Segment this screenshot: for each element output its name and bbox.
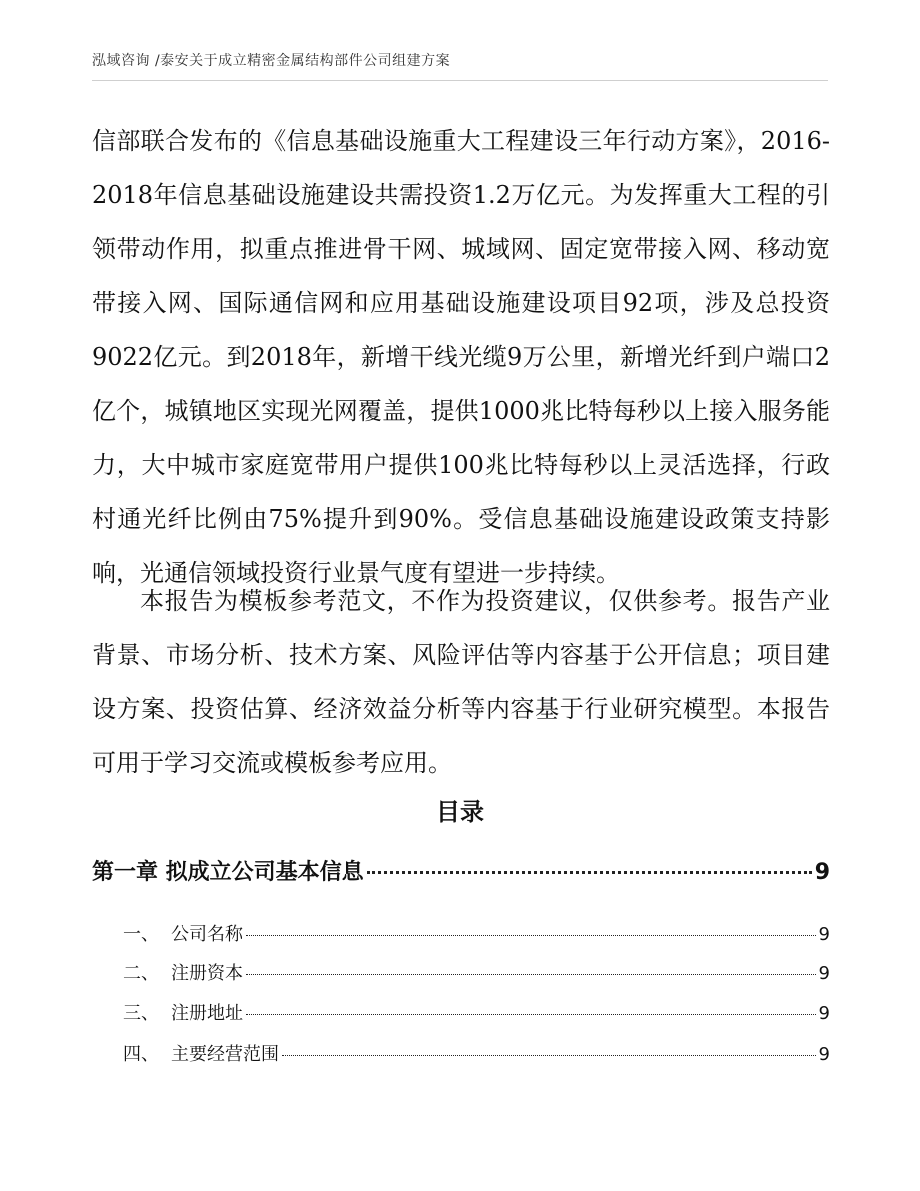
toc-page-number: 9: [818, 1003, 830, 1024]
toc-page-number: 9: [818, 1044, 830, 1065]
toc-section-4[interactable]: [92, 1040, 830, 1070]
body-paragraph-1: 信部联合发布的《信息基础设施重大工程建设三年行动方案》，2016-2018年信息基础设施建设共需投资1.2万亿元。为发挥重大工程的引领带动作用，拟重点推进骨干网、城域网、固定宽带接入网、移动宽带接入网、国际通信网和应用基础设施建设项目92项，涉及总投资9022亿元。到2018年，新增干线光缆9万公里，新增光纤到户端口2亿个，城镇地区实现光网覆盖，提供1000兆比特每秒以上接入服务能力，大中城市家庭宽带用户提供100兆比特每秒以上灵活选择，行政村通光纤比例由75%提升到90%。受信息基础设施建设政策支持影响，光通信领域投资行业景气度有望进一步持续。: [92, 127, 830, 587]
toc-section-2[interactable]: [92, 959, 830, 989]
header-divider: [92, 80, 828, 81]
toc-section-number: 一、: [123, 924, 159, 945]
toc-leader-dots: [246, 935, 816, 936]
toc-title: 目录: [436, 798, 484, 826]
toc-page-number: 9: [814, 860, 830, 885]
toc-leader-dots: [282, 1055, 816, 1056]
toc-chapter-1[interactable]: [92, 856, 830, 890]
body-paragraph-2: 本报告为模板参考范文，不作为投资建议，仅供参考。报告产业背景、市场分析、技术方案、风险评估等内容基于公开信息；项目建设方案、投资估算、经济效益分析等内容基于行业研究模型。本报告可用于学习交流或模板参考应用。: [92, 587, 830, 777]
toc-section-number: 三、: [123, 1003, 159, 1024]
toc-section-3[interactable]: [92, 999, 830, 1029]
toc-page-number: 9: [818, 924, 830, 945]
toc-leader-dots: [246, 974, 816, 975]
page-header: 泓域咨询 /泰安关于成立精密金属结构部件公司组建方案: [92, 53, 451, 69]
toc-section-label: 公司名称: [171, 924, 243, 945]
toc-section-label: 注册地址: [171, 1003, 243, 1024]
toc-chapter-label: 第一章 拟成立公司基本信息: [92, 860, 364, 885]
toc-section-number: 四、: [123, 1044, 159, 1065]
toc-page-number: 9: [818, 963, 830, 984]
toc-section-number: 二、: [123, 963, 159, 984]
toc-section-label: 主要经营范围: [171, 1044, 279, 1065]
toc-leader-dots: [367, 871, 812, 874]
toc-section-1[interactable]: [92, 920, 830, 950]
toc-leader-dots: [246, 1014, 816, 1015]
toc-section-label: 注册资本: [171, 963, 243, 984]
